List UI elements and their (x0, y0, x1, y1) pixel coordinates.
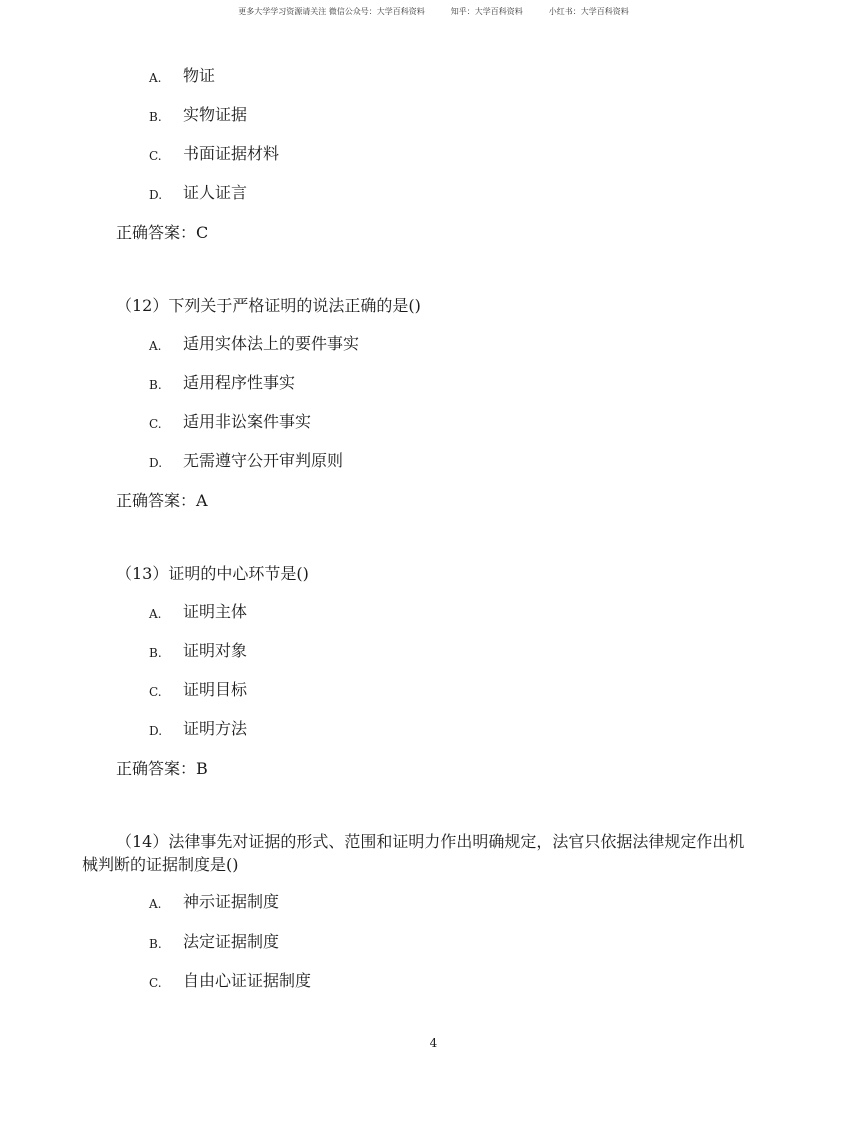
option-text: 自由心证证据制度 (183, 971, 312, 990)
option-text: 法定证据制度 (183, 932, 280, 951)
q12-option-b (149, 373, 749, 395)
option-text: 证明主体 (183, 602, 248, 621)
q14-question-line1: （14）法律事先对证据的形式、范围和证明力作出明确规定，法官只依据法律规定作出机 (116, 832, 745, 851)
option-letter: C. (149, 976, 162, 990)
page-header (0, 6, 867, 17)
q13-answer: 正确答案：B (116, 759, 208, 778)
option-letter: A. (149, 897, 162, 911)
page-number: 4 (429, 1036, 438, 1050)
q11-option-b (149, 105, 749, 127)
option-text: 适用实体法上的要件事实 (183, 334, 360, 353)
header-zhihu: 知乎：大学百科资料 (450, 7, 523, 16)
option-letter: B. (149, 937, 162, 951)
q11-answer: 正确答案：C (116, 223, 209, 242)
option-letter: A. (149, 339, 162, 353)
q11-option-a (149, 66, 749, 88)
option-letter: A. (149, 607, 162, 621)
option-letter: B. (149, 110, 162, 124)
header-wechat: 更多大学学习资源请关注 微信公众号：大学百科资料 (238, 7, 425, 16)
q13-option-c (149, 680, 749, 702)
q12-answer: 正确答案：A (116, 491, 208, 510)
q14-question-line2: 械判断的证据制度是() (82, 855, 239, 874)
option-text: 适用非讼案件事实 (183, 412, 312, 431)
option-letter: C. (149, 685, 162, 699)
option-letter: D. (149, 456, 163, 470)
option-letter: C. (149, 417, 162, 431)
option-text: 无需遵守公开审判原则 (183, 451, 344, 470)
option-letter: C. (149, 149, 162, 163)
option-text: 证明目标 (183, 680, 248, 699)
q14-option-a (149, 892, 749, 914)
option-text: 实物证据 (183, 105, 248, 124)
option-letter: B. (149, 378, 162, 392)
q14-option-b (149, 932, 749, 954)
header-xiaohongshu: 小红书：大学百科资料 (548, 7, 629, 16)
option-text: 物证 (183, 66, 216, 85)
q14-option-c (149, 971, 749, 993)
option-text: 神示证据制度 (183, 892, 280, 911)
q12-option-d (149, 451, 749, 473)
q12-question: （12）下列关于严格证明的说法正确的是() (116, 296, 421, 315)
option-text: 书面证据材料 (183, 144, 280, 163)
q13-option-a (149, 602, 749, 624)
q13-option-b (149, 641, 749, 663)
q11-option-d (149, 183, 749, 205)
option-text: 证明对象 (183, 641, 248, 660)
option-letter: A. (149, 71, 162, 85)
q12-option-a (149, 334, 749, 356)
option-letter: D. (149, 724, 163, 738)
q11-option-c (149, 144, 749, 166)
option-letter: D. (149, 188, 163, 202)
option-letter: B. (149, 646, 162, 660)
option-text: 证人证言 (183, 183, 248, 202)
q13-option-d (149, 719, 749, 741)
q13-question: （13）证明的中心环节是() (116, 564, 309, 583)
q12-option-c (149, 412, 749, 434)
option-text: 适用程序性事实 (183, 373, 296, 392)
option-text: 证明方法 (183, 719, 248, 738)
